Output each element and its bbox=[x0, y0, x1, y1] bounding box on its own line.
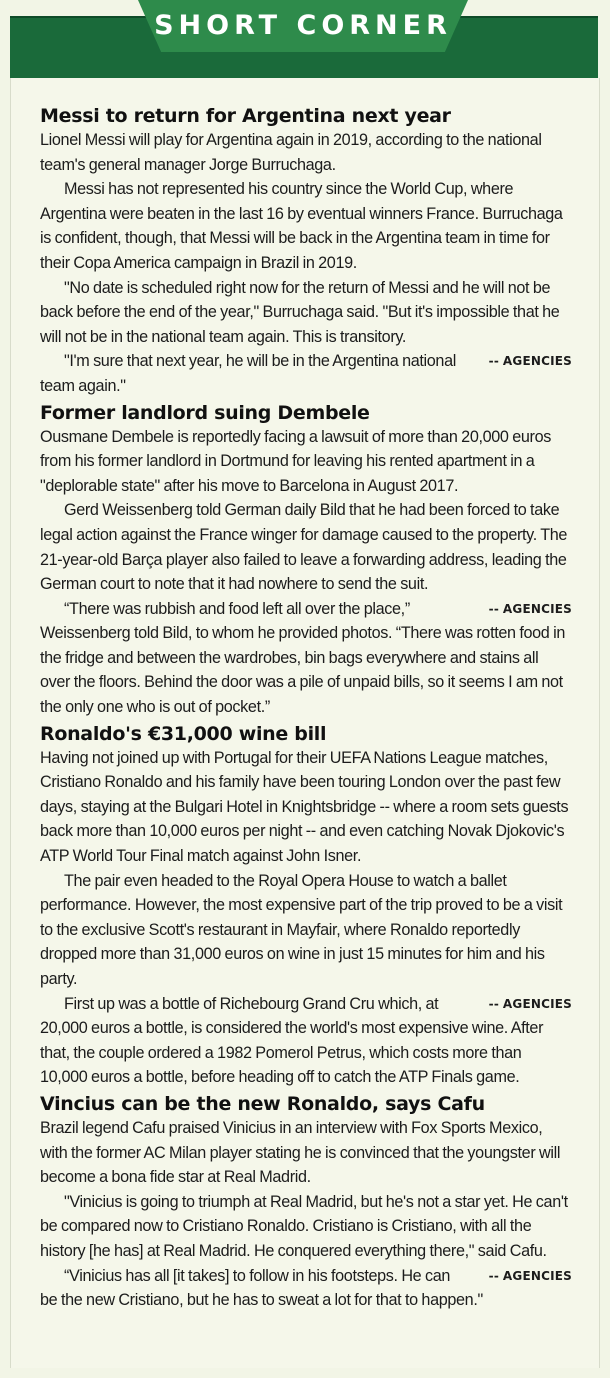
article-paragraph-text: “Vinicius has all [it takes] to follow in his footsteps. He can be the new Cristiano, but he has to sweat a lot for that to happen." bbox=[40, 1266, 483, 1310]
article-paragraph: Ousmane Dembele is reportedly facing a lawsuit of more than 20,000 euros from his former landlord in Dortmund for leaving his rented apartment in a "deplorable state" after his move to Barcelona in August 2017. bbox=[40, 427, 551, 495]
article-headline: Vincius can be the new Ronaldo, says Cafu bbox=[40, 1092, 485, 1115]
article-paragraph: "No date is scheduled right now for the return of Messi and he will not be back before the end of the year," Burruchaga said. "But it's impossible that he will not be in the national team again. This is transitory. bbox=[40, 278, 560, 346]
article-paragraph: Messi has not represented his country since the World Cup, where Argentina were beaten in the last 16 by eventual winners France. Burruchaga is confident, though, that Messi will be back in the Argentina team in time for their Copa America campaign in Brazil in 2019. bbox=[40, 180, 563, 272]
article-headline: Former landlord suing Dembele bbox=[40, 401, 370, 424]
article-paragraph: Lionel Messi will play for Argentina again in 2019, according to the national team's general manager Jorge Burruchaga. bbox=[40, 131, 542, 174]
article-paragraph-final bbox=[40, 1264, 572, 1313]
article-cafu bbox=[40, 1092, 572, 1313]
article-headline: Messi to return for Argentina next year bbox=[40, 105, 451, 127]
article-credit: -- AGENCIES bbox=[488, 354, 572, 369]
article-paragraph-text: First up was a bottle of Richebourg Grand Cru which, at 20,000 euros a bottle, is considered the world's most expensive wine. After that, the couple ordered a 1982 Pomerol Petrus, which costs more than 10,000 euros a bottle, before heading off to catch the ATP Finals game. bbox=[40, 994, 544, 1087]
article-paragraph-final bbox=[40, 992, 572, 1090]
article-dembele bbox=[40, 401, 572, 720]
article-credit: -- AGENCIES bbox=[488, 601, 572, 616]
article-paragraph-final bbox=[40, 597, 572, 720]
article-paragraph: "Vinicius is going to triumph at Real Madrid, but he's not a star yet. He can't be compared now to Cristiano Ronaldo. Cristiano is Cristiano, with all the history [he has] at Real Madrid. He conquered everything there," said Cafu. bbox=[40, 1192, 568, 1260]
article-ronaldo bbox=[40, 722, 572, 1090]
article-paragraph: The pair even headed to the Royal Opera House to watch a ballet performance. However, the most expensive part of the trip proved to be a visit to the exclusive Scott's restaurant in Mayfair, where Ronaldo reportedly dropped more than 31,000 euros on wine in just 15 minutes for him and his party. bbox=[40, 871, 563, 988]
articles-column bbox=[40, 104, 572, 1315]
article-paragraph-text: “There was rubbish and food left all over the place,” Weissenberg told Bild, to whom he provided photos. “There was rotten food in the fridge and between the wardrobes, bin bags everywhere and stains all over the floors. Behind the door was a pile of unpaid bills, so it seems I am not the only one who is out of pocket.” bbox=[40, 599, 565, 717]
article-credit: -- AGENCIES bbox=[488, 1268, 572, 1283]
article-paragraph: Having not joined up with Portugal for their UEFA Nations League matches, Cristiano Ronaldo and his family have been touring London over the past few days, staying at the Bulgari Hotel in Knightsbridge -- where a room sets guests back more than 10,000 euros per night -- and even catching Novak Djokovic's ATP World Tour Final match against John Isner. bbox=[40, 748, 569, 866]
article-paragraph: Gerd Weissenberg told German daily Bild that he had been forced to take legal action against the France winger for damage caused to the property. The 21-year-old Barça player also failed to leave a forwarding address, leading the German court to note that it had nowhere to send the suit. bbox=[40, 501, 568, 594]
section-title: SHORT CORNER bbox=[154, 10, 452, 41]
article-paragraph-final bbox=[40, 349, 572, 398]
article-paragraph-text: "I'm sure that next year, he will be in the Argentina national team again." bbox=[40, 352, 456, 395]
article-headline: Ronaldo's €31,000 wine bill bbox=[40, 722, 327, 745]
article-paragraph: Brazil legend Cafu praised Vinicius in an interview with Fox Sports Mexico, with the former AC Milan player stating he is convinced that the youngster will become a bona fide star at Real Madrid. bbox=[40, 1118, 561, 1187]
article-messi bbox=[40, 104, 572, 399]
article-credit: -- AGENCIES bbox=[488, 996, 572, 1011]
